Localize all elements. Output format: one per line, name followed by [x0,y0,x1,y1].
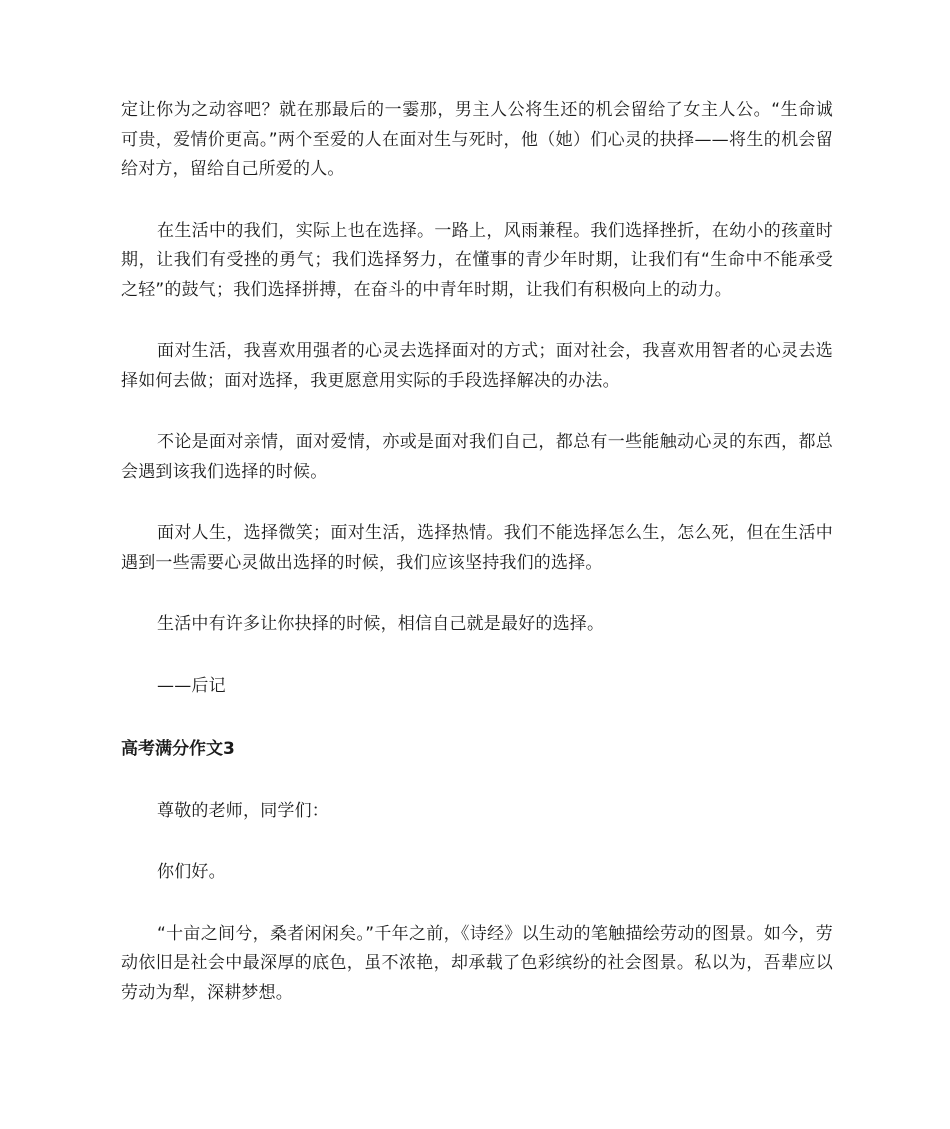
postscript-line: ——后记 [157,675,226,696]
paragraph-choice-in-life: 在生活中的我们，实际上也在选择。一路上，风雨兼程。我们选择挫折，在幼小的孩童时期，让我们有受挫的勇气；我们选择努力，在懂事的青少年时期，让我们有“生命中不能承受之轻”的鼓气；我们选择拼搏，在奋斗的中青年时期，让我们有积极向上的动力。 [121,220,833,300]
paragraph-facing-life: 面对生活，我喜欢用强者的心灵去选择面对的方式；面对社会，我喜欢用智者的心灵去选择如何去做；面对选择，我更愿意用实际的手段选择解决的办法。 [121,341,833,391]
greeting: 你们好。 [157,862,226,882]
paragraph-continuation: 定让你为之动容吧？就在那最后的一霎那，男主人公将生还的机会留给了女主人公。“生命诚可贵，爱情价更高。”两个至爱的人在面对生与死时，他（她）们心灵的抉择——将生的机会留给对方，留给自己所爱的人。 [121,100,833,179]
salutation: 尊敬的老师，同学们： [157,800,329,821]
document-page [121,96,833,1008]
section-heading: 高考满分作文3 [121,739,235,759]
paragraph-family-love: 不论是面对亲情，面对爱情，亦或是面对我们自己，都总有一些能触动心灵的东西，都总会遇到该我们选择的时候。 [121,432,833,482]
paragraph-believe-yourself: 生活中有许多让你抉择的时候，相信自己就是最好的选择。 [157,614,605,634]
paragraph-facing-life-smile: 面对人生，选择微笑；面对生活，选择热情。我们不能选择怎么生，怎么死，但在生活中遇到一些需要心灵做出选择的时候，我们应该坚持我们的选择。 [121,523,833,573]
paragraph-labor-intro: “十亩之间兮，桑者闲闲矣。”千年之前，《诗经》以生动的笔触描绘劳动的图景。如今，劳动依旧是社会中最深厚的底色，虽不浓艳，却承载了色彩缤纷的社会图景。私以为，吾辈应以劳动为犁，深耕梦想。 [121,923,833,1003]
